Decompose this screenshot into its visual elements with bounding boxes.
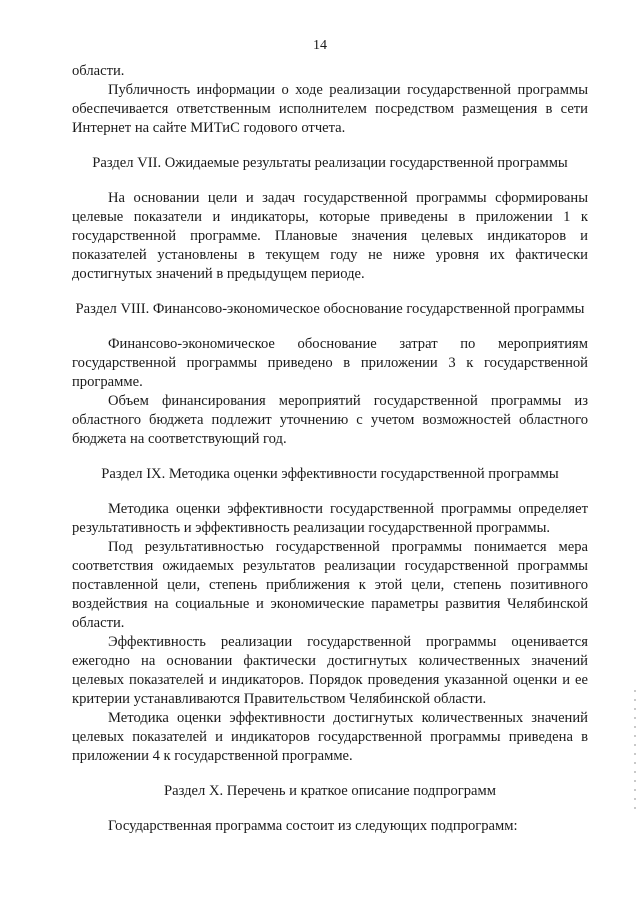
- paragraph-funding-volume: Объем финансирования мероприятий государственной программы из областного бюджета подлежит уточнению с учетом возможностей областного бюджета на соответствующий год.: [72, 393, 588, 447]
- paragraph-efficiency-assessment: Эффективность реализации государственной программы оценивается ежегодно на основании фактически достигнутых количественных значений целевых показателей и индикаторов. Порядок проведения указанной оценки и ее критерии устанавливаются Правительством Челябинской области.: [72, 634, 588, 707]
- paragraph-target-indicators: На основании цели и задач государственной программы сформированы целевые показатели и индикаторы, которые приведены в приложении 1 к государственной программе. Плановые значения целевых индикаторов и показателей установлены в текущем году не ниже уровня их фактически достигнутых значений в предыдущем периоде.: [72, 190, 588, 282]
- section-heading-x: Раздел X. Перечень и краткое описание подпрограмм: [164, 783, 496, 799]
- scan-edge-marks: [634, 690, 636, 810]
- document-body: [72, 62, 588, 836]
- paragraph-methodology: Методика оценки эффективности государственной программы определяет результативность и эффективность реализации государственной программы.: [72, 501, 588, 536]
- paragraph-methodology-appendix: Методика оценки эффективности достигнутых количественных значений целевых показателей и индикаторов государственной программы приведена в приложении 4 к государственной программе.: [72, 710, 588, 764]
- section-heading-vii: Раздел VII. Ожидаемые результаты реализации государственной программы: [92, 155, 568, 171]
- paragraph-continuation: области.: [72, 63, 125, 79]
- paragraph-effectiveness-definition: Под результативностью государственной программы понимается мера соответствия ожидаемых результатов реализации государственной программы поставленной цели, степень приближения к этой цели, степень позитивного воздействия на социальные и экономические параметры развития Челябинской области.: [72, 539, 588, 631]
- section-heading-viii: Раздел VIII. Финансово-экономическое обоснование государственной программы: [75, 301, 585, 317]
- paragraph-subprograms-intro: Государственная программа состоит из следующих подпрограмм:: [108, 818, 518, 834]
- paragraph-publicity: Публичность информации о ходе реализации государственной программы обеспечивается ответственным исполнителем посредством размещения в сети Интернет на сайте МИТиС годового отчета.: [72, 82, 588, 136]
- section-heading-ix: Раздел IX. Методика оценки эффективности государственной программы: [101, 466, 559, 482]
- page-number: 14: [313, 38, 327, 53]
- paragraph-financial-justification: Финансово-экономическое обоснование затрат по мероприятиям государственной программы приведено в приложении 3 к государственной программе.: [72, 336, 588, 390]
